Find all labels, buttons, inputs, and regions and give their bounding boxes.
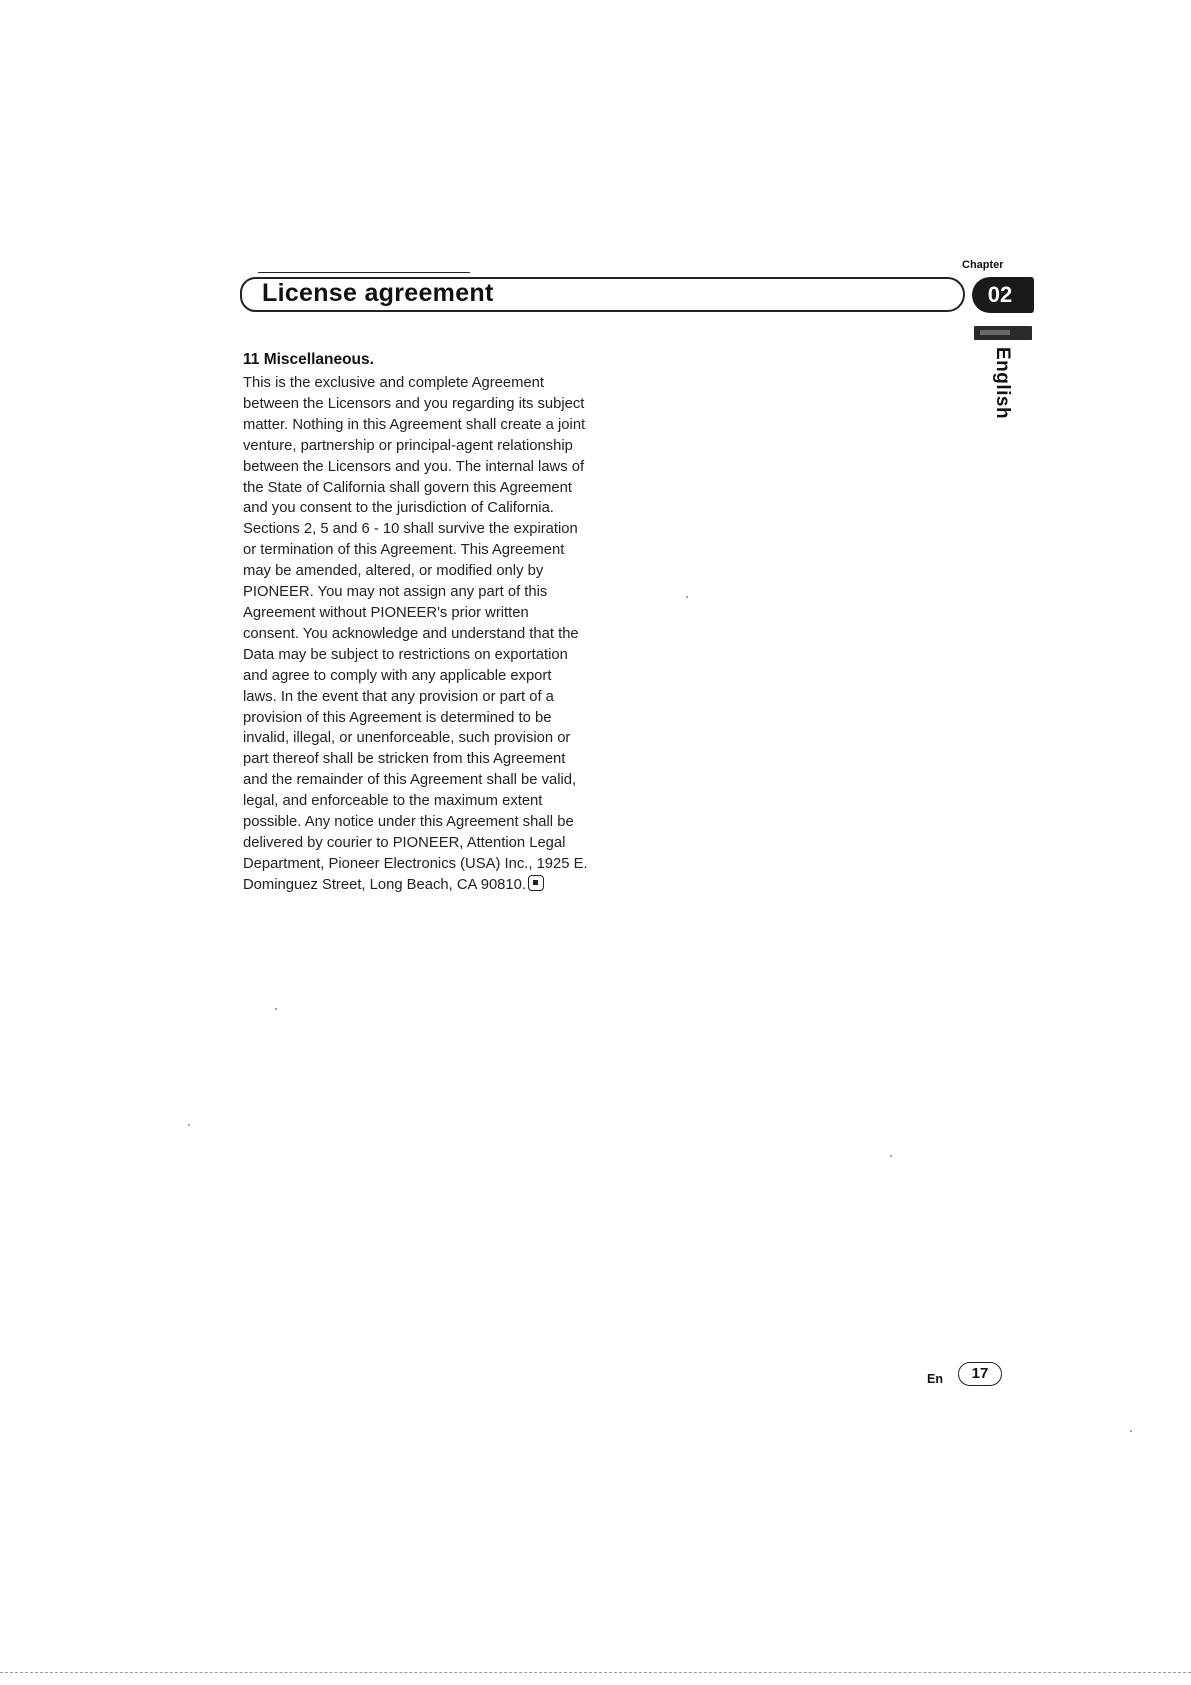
end-of-section-icon xyxy=(528,875,544,891)
scan-speck xyxy=(1130,1430,1132,1432)
section-body-content: This is the exclusive and complete Agreement between the Licensors and you regarding its subject matter. Nothing in this Agreement shall create a joint venture, partnership or principal-agent relationship between the Licensors and you. The internal laws of the State of California shall govern this Agreement and you consent to the jurisdiction of California. Sections 2, 5 and 6 - 10 shall survive the expiration or termination of this Agreement. This Agreement may be amended, altered, or modified only by PIONEER. You may not assign any part of this Agreement without PIONEER's prior written consent. You acknowledge and understand that the Data may be subject to restrictions on exportation and agree to comply with any applicable export laws. In the event that any provision or part of a provision of this Agreement is determined to be invalid, illegal, or unenforceable, such provision or part thereof shall be stricken from this Agreement and the remainder of this Agreement shall be valid, legal, and enforceable to the maximum extent possible. Any notice under this Agreement shall be delivered by courier to PIONEER, Attention Legal Department, Pioneer Electronics (USA) Inc., 1925 E. Dominguez Street, Long Beach, CA 90810. xyxy=(243,375,588,893)
chapter-label: Chapter xyxy=(962,259,1004,271)
page-number: 17 xyxy=(958,1362,1002,1386)
footer-language-code: En xyxy=(927,1372,943,1386)
section-heading: 11 Miscellaneous. xyxy=(243,351,374,368)
language-tab-label: English xyxy=(992,346,1013,420)
section-body-text xyxy=(243,373,588,896)
scan-edge-line xyxy=(0,1672,1191,1673)
scan-speck xyxy=(686,596,688,598)
header-top-rule xyxy=(258,272,470,273)
language-tab-bar xyxy=(974,326,1032,340)
page-title: License agreement xyxy=(262,279,494,307)
section-miscellaneous xyxy=(243,350,588,896)
scan-speck xyxy=(188,1124,190,1126)
scan-speck xyxy=(890,1155,892,1157)
scan-speck xyxy=(275,1008,277,1010)
chapter-number-badge: 02 xyxy=(972,277,1034,313)
